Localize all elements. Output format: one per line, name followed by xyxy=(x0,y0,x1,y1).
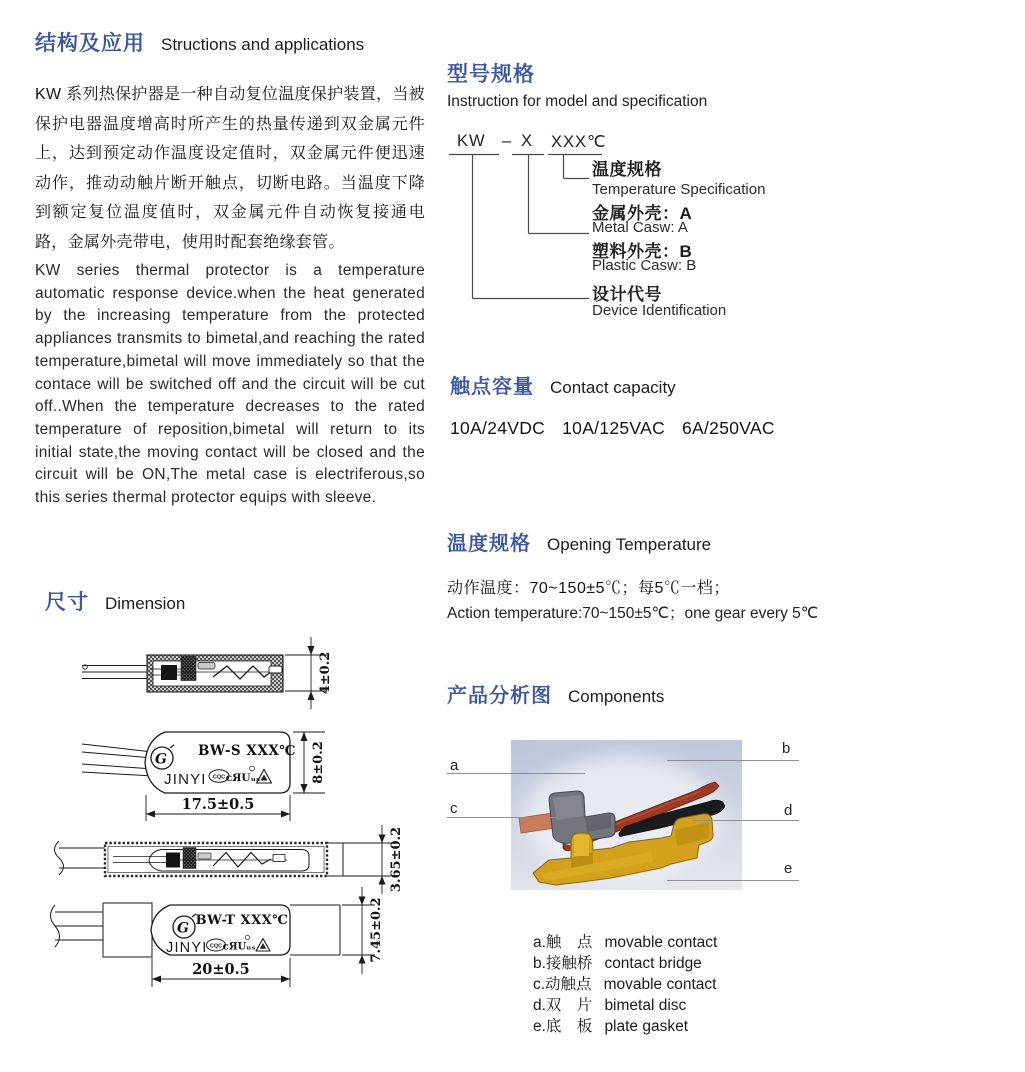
dimension-heading-en: Dimension xyxy=(105,594,186,613)
callout-plastic-zh: 塑料外壳：B xyxy=(592,242,693,261)
dim-label-4: 4±0.2 xyxy=(318,651,333,695)
wire-sleeve xyxy=(103,903,152,957)
dimension-section-heading xyxy=(45,586,185,616)
lead-line-a xyxy=(447,773,585,774)
marker-b: b xyxy=(782,740,791,757)
capacity-value-ac250: 6A/250VAC xyxy=(682,418,775,438)
callout-plastic-en: Plastic Casw: B xyxy=(592,257,697,274)
legend-e-zh: e.底 板 xyxy=(533,1018,593,1035)
code-x: X xyxy=(521,132,534,150)
drawing-cross-section-s xyxy=(82,637,333,709)
drawing-outline-s xyxy=(82,732,326,821)
dim-label-8: 8±0.2 xyxy=(311,741,326,784)
model-code-diagram xyxy=(447,125,827,330)
capacity-value-ac125: 10A/125VAC xyxy=(562,418,666,438)
temperature-heading-zh: 温度规格 xyxy=(447,533,531,555)
svg-text:CQC: CQC xyxy=(212,774,226,781)
legend-c-zh: c.动触点 xyxy=(533,976,592,993)
dim-label-7-45: 7.45±0.2 xyxy=(369,897,384,963)
callout-metal-zh: 金属外壳：A xyxy=(592,204,693,223)
dimension-drawings xyxy=(35,625,435,1015)
dim-3-65 xyxy=(331,825,391,894)
svg-text:ᴄЯUᵤₛ: ᴄЯUᵤₛ xyxy=(225,772,261,784)
capacity-section-heading xyxy=(450,370,676,399)
svg-text:CQC: CQC xyxy=(209,943,223,950)
brand-name: JINYI xyxy=(166,940,208,956)
device-model-label-s: BW-S XXX℃ xyxy=(198,743,296,759)
legend-item-c xyxy=(533,974,717,995)
capacity-heading-en: Contact capacity xyxy=(550,378,676,397)
capacity-value-dc: 10A/24VDC xyxy=(450,418,546,438)
logo-letter: G xyxy=(155,751,167,768)
brand-name: JINYI xyxy=(164,771,207,788)
model-heading-zh: 型号规格 xyxy=(447,63,535,86)
lead-line-b xyxy=(667,760,799,761)
callout-temp-zh: 温度规格 xyxy=(592,160,662,179)
dim-label-17-5: 17.5±0.5 xyxy=(181,796,255,813)
structure-paragraph-zh: KW 系列热保护器是一种自动复位温度保护装置，当被保护电器温度增高时所产生的热量传递到双金属元件上，达到预定动作温度设定值时，双金属元件便迅速动作，推动动触片断开触点，切断电路。当温度下降到额定复位温度值时，双金属元件自动恢复接通电路，金属外壳带电，使用时配套绝缘套管。 xyxy=(35,86,425,251)
dimension-heading-zh: 尺寸 xyxy=(45,591,89,614)
temperature-line-zh: 动作温度：70~150±5℃；每5℃一档； xyxy=(447,580,730,597)
legend-a-zh: a.触 点 xyxy=(533,934,593,951)
logo-letter: G xyxy=(177,920,189,937)
legend-b-en: contact bridge xyxy=(604,955,702,972)
structure-paragraph-en: KW series thermal protector is a temperature automatic response device.when the heat generated by the increasing temperature from the protected appliances transmits to bimetal,and reaching the rated temperature,bimetal will move immediately so that the contace will be switched off and the circuit will be cut off..When the temperature decreases to the rated temperature of reposition,bimetal will return to its initial state,the moving contact will be closed and the circuit will be ON,The metal case is electriferous,so this series thermal protector equips with sleeve. xyxy=(35,262,425,507)
lead-line-d xyxy=(693,820,799,821)
callout-metal-en: Metal Casw: A xyxy=(592,219,688,236)
legend-item-d xyxy=(533,995,717,1016)
legend-item-e xyxy=(533,1016,717,1037)
model-subtitle: Instruction for model and specification xyxy=(447,93,708,110)
legend-e-en: plate gasket xyxy=(604,1018,689,1035)
lead-wire xyxy=(51,905,106,947)
structure-section-heading xyxy=(35,27,364,57)
marker-d: d xyxy=(784,802,793,819)
capacity-heading-zh: 触点容量 xyxy=(450,376,534,398)
lead-wires xyxy=(82,665,155,679)
components-section-heading xyxy=(447,679,664,708)
structure-heading-en: Structions and applications xyxy=(161,35,365,54)
components-figure xyxy=(447,733,837,898)
structure-heading-zh: 结构及应用 xyxy=(35,32,145,55)
drawing-outline-t xyxy=(51,887,385,987)
legend-d-en: bimetal disc xyxy=(604,997,687,1014)
temperature-line-en: Action temperature:70~150±5℃；one gear every 5℃ xyxy=(447,605,819,622)
components-legend xyxy=(533,932,717,1037)
legend-c-en: movable contact xyxy=(603,976,717,993)
components-heading-zh: 产品分析图 xyxy=(447,685,552,707)
lead-line-e xyxy=(667,880,799,881)
lead-wires xyxy=(82,744,153,776)
temperature-heading-en: Opening Temperature xyxy=(547,535,712,554)
capacity-values xyxy=(450,418,775,439)
marker-a: a xyxy=(450,757,459,774)
components-photo xyxy=(511,740,742,890)
dim-label-3-65: 3.65±0.2 xyxy=(389,826,404,893)
code-dash: – xyxy=(502,132,513,150)
callout-device-zh: 设计代号 xyxy=(592,285,662,304)
svg-text:ᴄЯUᵤₛ: ᴄЯUᵤₛ xyxy=(222,941,256,953)
device-model-label-t: BW-T XXX℃ xyxy=(195,913,289,928)
legend-b-zh: b.接触桥 xyxy=(533,955,593,972)
model-section-heading xyxy=(447,58,707,111)
marker-c: c xyxy=(450,800,458,817)
drawing-cross-section-t xyxy=(55,825,405,894)
code-temp: XXX℃ xyxy=(551,133,607,151)
code-kw: KW xyxy=(457,132,486,150)
lead-line-c xyxy=(447,817,558,818)
legend-item-a xyxy=(533,932,717,953)
callout-temp-en: Temperature Specification xyxy=(592,181,766,198)
temperature-section-heading xyxy=(447,527,711,556)
marker-e: e xyxy=(784,860,793,877)
legend-a-en: movable contact xyxy=(604,934,718,951)
components-photo-art xyxy=(511,740,742,890)
components-heading-en: Components xyxy=(568,687,665,706)
legend-item-b xyxy=(533,953,717,974)
callout-device-en: Device Identification xyxy=(592,302,727,319)
dim-label-20: 20±0.5 xyxy=(192,961,250,978)
legend-d-zh: d.双 片 xyxy=(533,997,593,1014)
